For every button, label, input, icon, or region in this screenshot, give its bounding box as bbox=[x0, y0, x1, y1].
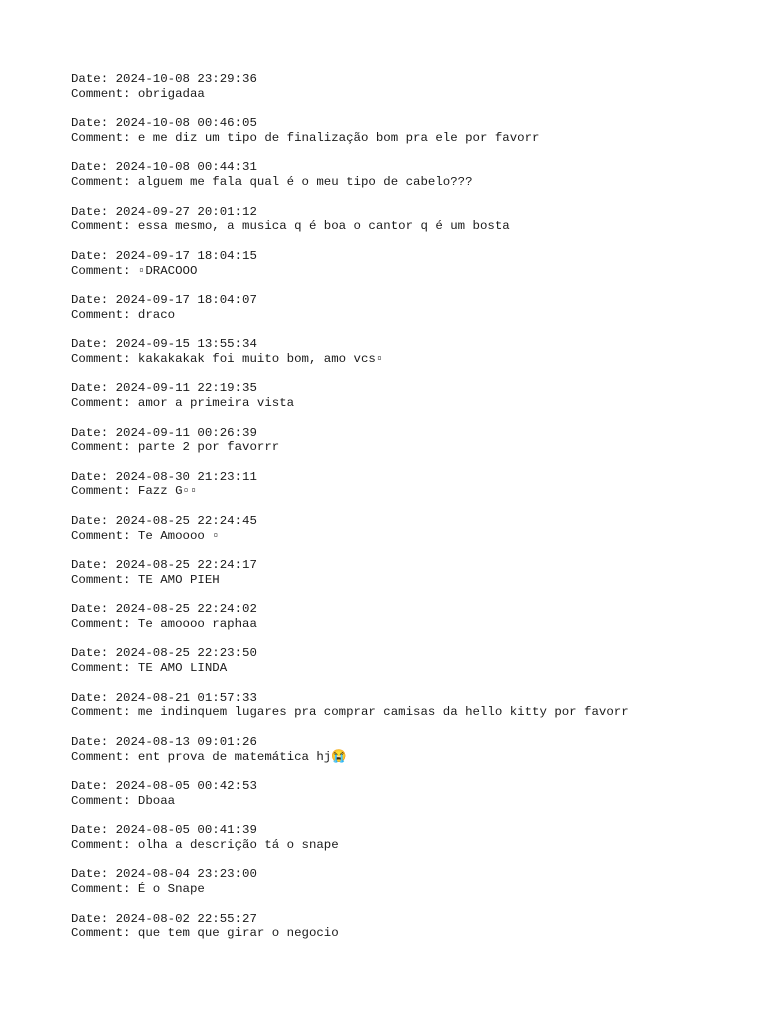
entry-comment-line bbox=[71, 882, 751, 897]
comment-entry bbox=[71, 337, 751, 367]
comment-entry bbox=[71, 823, 751, 853]
date-label: Date: bbox=[71, 646, 116, 661]
comment-label: Comment: bbox=[71, 263, 138, 278]
date-label: Date: bbox=[71, 469, 116, 484]
comment-label: Comment: bbox=[71, 440, 138, 455]
entry-date-line bbox=[71, 867, 751, 882]
entry-date: 2024-10-08 00:44:31 bbox=[115, 160, 257, 175]
entry-date: 2024-08-13 09:01:26 bbox=[115, 734, 257, 749]
entry-comment: ent prova de matemática hj😭 bbox=[137, 749, 347, 764]
comment-entry bbox=[71, 514, 751, 544]
comment-label: Comment: bbox=[71, 837, 138, 852]
date-label: Date: bbox=[71, 513, 116, 528]
comment-entry bbox=[71, 381, 751, 411]
comment-label: Comment: bbox=[71, 926, 138, 941]
entry-comment: Fazz G▫▫ bbox=[137, 484, 198, 499]
entry-comment-line bbox=[71, 573, 751, 588]
entry-comment: essa mesmo, a musica q é boa o cantor q é um bosta bbox=[137, 219, 510, 234]
comment-entry bbox=[71, 160, 751, 190]
entry-date-line bbox=[71, 823, 751, 838]
entry-comment: draco bbox=[137, 307, 176, 322]
date-label: Date: bbox=[71, 204, 116, 219]
entry-comment: É o Snape bbox=[137, 882, 205, 897]
entry-comment-line bbox=[71, 352, 751, 367]
comment-entry bbox=[71, 867, 751, 897]
entry-date: 2024-08-25 22:24:02 bbox=[115, 602, 257, 617]
date-label: Date: bbox=[71, 381, 116, 396]
comment-label: Comment: bbox=[71, 528, 138, 543]
entry-date-line bbox=[71, 337, 751, 352]
comment-entry bbox=[71, 205, 751, 235]
date-label: Date: bbox=[71, 160, 116, 175]
entry-comment-line bbox=[71, 440, 751, 455]
comment-entry bbox=[71, 779, 751, 809]
comment-log bbox=[71, 72, 751, 956]
entry-comment-line bbox=[71, 705, 751, 720]
entry-comment: ▫DRACOOO bbox=[137, 263, 198, 278]
entry-date: 2024-09-15 13:55:34 bbox=[115, 337, 257, 352]
comment-label: Comment: bbox=[71, 661, 138, 676]
entry-comment-line bbox=[71, 617, 751, 632]
entry-comment: parte 2 por favorrr bbox=[137, 440, 280, 455]
entry-date-line bbox=[71, 558, 751, 573]
entry-comment-line bbox=[71, 529, 751, 544]
entry-comment: olha a descrição tá o snape bbox=[137, 837, 339, 852]
comment-label: Comment: bbox=[71, 86, 138, 101]
entry-comment-line bbox=[71, 794, 751, 809]
comment-entry bbox=[71, 72, 751, 102]
entry-comment: Te Amoooo ▫ bbox=[137, 528, 220, 543]
entry-date: 2024-10-08 00:46:05 bbox=[115, 116, 257, 131]
date-label: Date: bbox=[71, 779, 116, 793]
comment-label: Comment: bbox=[71, 219, 138, 234]
entry-date-line bbox=[71, 72, 751, 87]
comment-label: Comment: bbox=[71, 175, 138, 190]
comment-entry bbox=[71, 116, 751, 146]
comment-entry bbox=[71, 426, 751, 456]
comment-entry bbox=[71, 558, 751, 588]
date-label: Date: bbox=[71, 116, 116, 131]
comment-label: Comment: bbox=[71, 484, 138, 499]
entry-comment-line bbox=[71, 219, 751, 234]
entry-comment: me indinquem lugares pra comprar camisas da hello kitty por favorr bbox=[137, 705, 629, 720]
entry-date: 2024-09-11 00:26:39 bbox=[115, 425, 257, 440]
entry-date: 2024-09-27 20:01:12 bbox=[115, 204, 257, 219]
entry-date: 2024-08-04 23:23:00 bbox=[115, 867, 257, 882]
date-label: Date: bbox=[71, 867, 116, 882]
comment-label: Comment: bbox=[71, 705, 138, 720]
entry-date: 2024-08-02 22:55:27 bbox=[115, 911, 257, 926]
entry-date: 2024-10-08 23:29:36 bbox=[115, 72, 257, 86]
entry-date-line bbox=[71, 116, 751, 131]
entry-date: 2024-08-05 00:42:53 bbox=[115, 779, 257, 793]
date-label: Date: bbox=[71, 823, 116, 838]
comment-label: Comment: bbox=[71, 351, 138, 366]
comment-entry bbox=[71, 912, 751, 942]
comment-label: Comment: bbox=[71, 882, 138, 897]
comment-entry bbox=[71, 470, 751, 500]
entry-date-line bbox=[71, 293, 751, 308]
entry-comment-line bbox=[71, 750, 751, 765]
entry-comment: TE AMO PIEH bbox=[137, 572, 220, 587]
date-label: Date: bbox=[71, 602, 116, 617]
comment-entry bbox=[71, 293, 751, 323]
entry-comment: Dboaa bbox=[137, 793, 176, 808]
comment-entry bbox=[71, 249, 751, 279]
entry-date-line bbox=[71, 646, 751, 661]
comment-label: Comment: bbox=[71, 572, 138, 587]
entry-comment: alguem me fala qual é o meu tipo de cabelo??? bbox=[137, 175, 473, 190]
entry-date-line bbox=[71, 160, 751, 175]
comment-entry bbox=[71, 602, 751, 632]
entry-date: 2024-08-05 00:41:39 bbox=[115, 823, 257, 838]
comment-entry bbox=[71, 646, 751, 676]
entry-comment: e me diz um tipo de finalização bom pra ele por favorr bbox=[137, 130, 540, 145]
entry-date-line bbox=[71, 602, 751, 617]
comment-label: Comment: bbox=[71, 617, 138, 632]
entry-date: 2024-08-25 22:23:50 bbox=[115, 646, 257, 661]
entry-date-line bbox=[71, 735, 751, 750]
entry-date-line bbox=[71, 249, 751, 264]
entry-date: 2024-09-11 22:19:35 bbox=[115, 381, 257, 396]
entry-comment-line bbox=[71, 131, 751, 146]
entry-date-line bbox=[71, 205, 751, 220]
entry-date-line bbox=[71, 691, 751, 706]
comment-entry bbox=[71, 691, 751, 721]
entry-date: 2024-09-17 18:04:07 bbox=[115, 292, 257, 307]
date-label: Date: bbox=[71, 337, 116, 352]
date-label: Date: bbox=[71, 425, 116, 440]
entry-comment-line bbox=[71, 264, 751, 279]
entry-comment-line bbox=[71, 87, 751, 102]
entry-date: 2024-08-25 22:24:17 bbox=[115, 558, 257, 573]
entry-comment: TE AMO LINDA bbox=[137, 661, 228, 676]
comment-entry bbox=[71, 735, 751, 765]
entry-comment-line bbox=[71, 838, 751, 853]
entry-comment-line bbox=[71, 484, 751, 499]
comment-label: Comment: bbox=[71, 749, 138, 764]
date-label: Date: bbox=[71, 734, 116, 749]
entry-comment: que tem que girar o negocio bbox=[137, 926, 339, 941]
date-label: Date: bbox=[71, 248, 116, 263]
entry-date-line bbox=[71, 470, 751, 485]
comment-label: Comment: bbox=[71, 307, 138, 322]
entry-comment-line bbox=[71, 661, 751, 676]
entry-comment: amor a primeira vista bbox=[137, 396, 295, 411]
entry-comment: obrigadaa bbox=[137, 86, 205, 101]
entry-date: 2024-09-17 18:04:15 bbox=[115, 248, 257, 263]
entry-date-line bbox=[71, 779, 751, 794]
entry-date-line bbox=[71, 514, 751, 529]
date-label: Date: bbox=[71, 72, 116, 86]
comment-label: Comment: bbox=[71, 793, 138, 808]
date-label: Date: bbox=[71, 911, 116, 926]
entry-date-line bbox=[71, 381, 751, 396]
entry-date-line bbox=[71, 426, 751, 441]
date-label: Date: bbox=[71, 558, 116, 573]
comment-label: Comment: bbox=[71, 396, 138, 411]
comment-label: Comment: bbox=[71, 130, 138, 145]
entry-comment-line bbox=[71, 396, 751, 411]
date-label: Date: bbox=[71, 292, 116, 307]
date-label: Date: bbox=[71, 690, 116, 705]
entry-comment: Te amoooo raphaa bbox=[137, 617, 257, 632]
entry-date: 2024-08-30 21:23:11 bbox=[115, 469, 257, 484]
entry-comment-line bbox=[71, 175, 751, 190]
entry-comment-line bbox=[71, 926, 751, 941]
entry-date: 2024-08-25 22:24:45 bbox=[115, 513, 257, 528]
entry-comment: kakakakak foi muito bom, amo vcs▫ bbox=[137, 351, 384, 366]
entry-date: 2024-08-21 01:57:33 bbox=[115, 690, 257, 705]
entry-comment-line bbox=[71, 308, 751, 323]
entry-date-line bbox=[71, 912, 751, 927]
